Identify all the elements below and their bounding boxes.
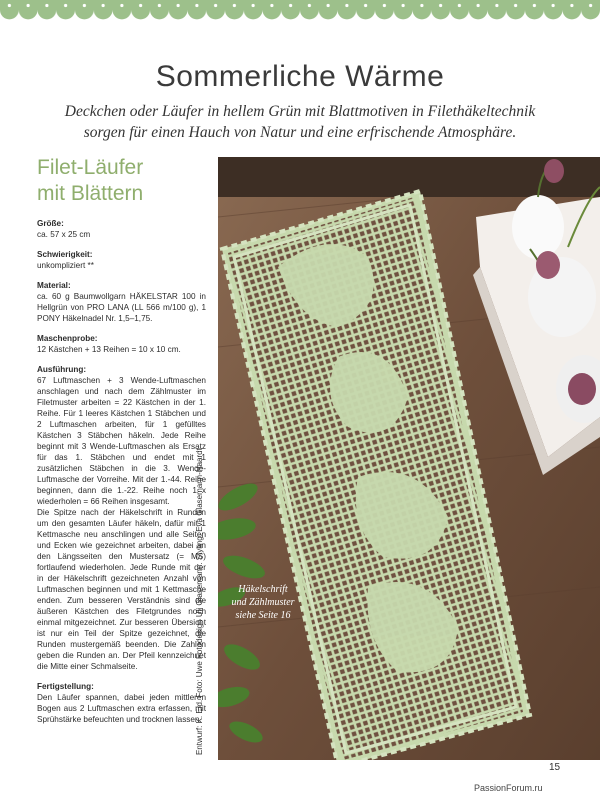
ref-line-3: siehe Seite 16	[235, 610, 291, 621]
ref-line-1: Häkelschrift	[238, 584, 288, 595]
section-label: Schwierigkeit:	[37, 250, 93, 259]
section-material	[37, 280, 206, 324]
section-label: Ausführung:	[37, 365, 87, 374]
section-difficulty	[37, 249, 206, 271]
section-execution	[37, 364, 206, 672]
watermark: PassionForum.ru	[474, 783, 543, 793]
page-number: 15	[549, 762, 561, 773]
ref-line-2: und Zählmuster	[231, 597, 295, 608]
photo-credit: Entwurf: K. Eid. Foto: Uwe Fotodesign Uli Glasemann. Styling: Eva Glasemann-Haardt	[195, 448, 204, 755]
section-label: Maschenprobe:	[37, 334, 98, 343]
subtitle-line-1: Deckchen oder Läufer in hellem Grün mit Blattmotiven in Filethäkeltechnik	[64, 103, 536, 120]
section-value: 12 Kästchen + 13 Reihen = 10 x 10 cm.	[37, 345, 181, 354]
section-size	[37, 218, 206, 240]
section-label: Fertigstellung:	[37, 682, 94, 691]
chart-reference	[224, 583, 302, 622]
product-photo	[218, 157, 600, 760]
vase-icon	[512, 195, 564, 259]
scallop-border	[0, 0, 600, 22]
heading-line-1: Filet-Läufer	[37, 156, 144, 179]
section-value-continued: Die Spitze nach der Häkelschrift in Runden um den gesamten Läufer häkeln, dafür mit 1 Kettmasche neu anschlingen und alle Seiten und Ecken wie gezeichnet arbeiten, dabei an den Längsseiten den Mustersatz (= MS) fortlaufend wiederholen. Jede Runde mit der in der Häkelschrift gezeichneten Anzahl von Luftmaschen beginnen und mit 1 Kettmasche enden. Zum besseren Verständnis sind die äußeren Kästchen des Filetgrundes noch einmal mitgezeichnet. Zur besseren Übersicht ist nur ein Teil der Spitze gezeichnet, die Runden mustergemäß beenden. Die Zahlen geben die Runden an. Der Pfeil kennzeichnet die Mitte einer Schmalseite.	[37, 508, 206, 671]
section-value: unkompliziert **	[37, 261, 94, 270]
section-value: ca. 60 g Baumwollgarn HÄKELSTAR 100 in Hellgrün von PRO LANA (LL 566 m/100 g), 1 PONY Häkelnadel Nr. 1,5–1,75.	[37, 292, 206, 323]
section-gauge	[37, 333, 206, 355]
instructions-column	[37, 218, 206, 734]
subtitle-line-2: sorgen für einen Hauch von Natur und eine erfrischende Atmosphäre.	[83, 124, 517, 141]
section-label: Material:	[37, 281, 71, 290]
subtitle	[40, 101, 560, 143]
page-title: Sommerliche Wärme	[155, 60, 445, 93]
section-value: 67 Luftmaschen + 3 Wende-Luftmaschen anschlagen und nach dem Zählmuster im Filetmuster arbeiten = 22 Kästchen in der 1. Reihe. Für 1 leeres Kästchen 1 Stäbchen und 2 Luftmaschen arbeiten, für 1 gefülltes Kästchen 3 Stäbchen häkeln. Jede Reihe beginnt mit 3 Wende-Luftmaschen als Ersatz für das 1. Stäbchen und endet mit 1 zusätzlichen Stäbchen in die 3. Wende-Luftmasche der Vorreihe. Mit der 1.-44. Reihe beginnen, dann die 1.-22. Reihe noch 1 x wiederholen = 66 Reihen insgesamt.	[37, 376, 206, 506]
section-value: ca. 57 x 25 cm	[37, 230, 91, 239]
section-value: Den Läufer spannen, dabei jeden mittleren Bogen aus 2 Luftmaschen extra erfassen, mit Sprühstärke befeuchten und trocknen lassen.	[37, 693, 206, 724]
section-finishing	[37, 681, 206, 725]
heading-line-2: mit Blättern	[37, 182, 144, 205]
article-heading	[37, 155, 217, 207]
section-label: Größe:	[37, 219, 64, 228]
